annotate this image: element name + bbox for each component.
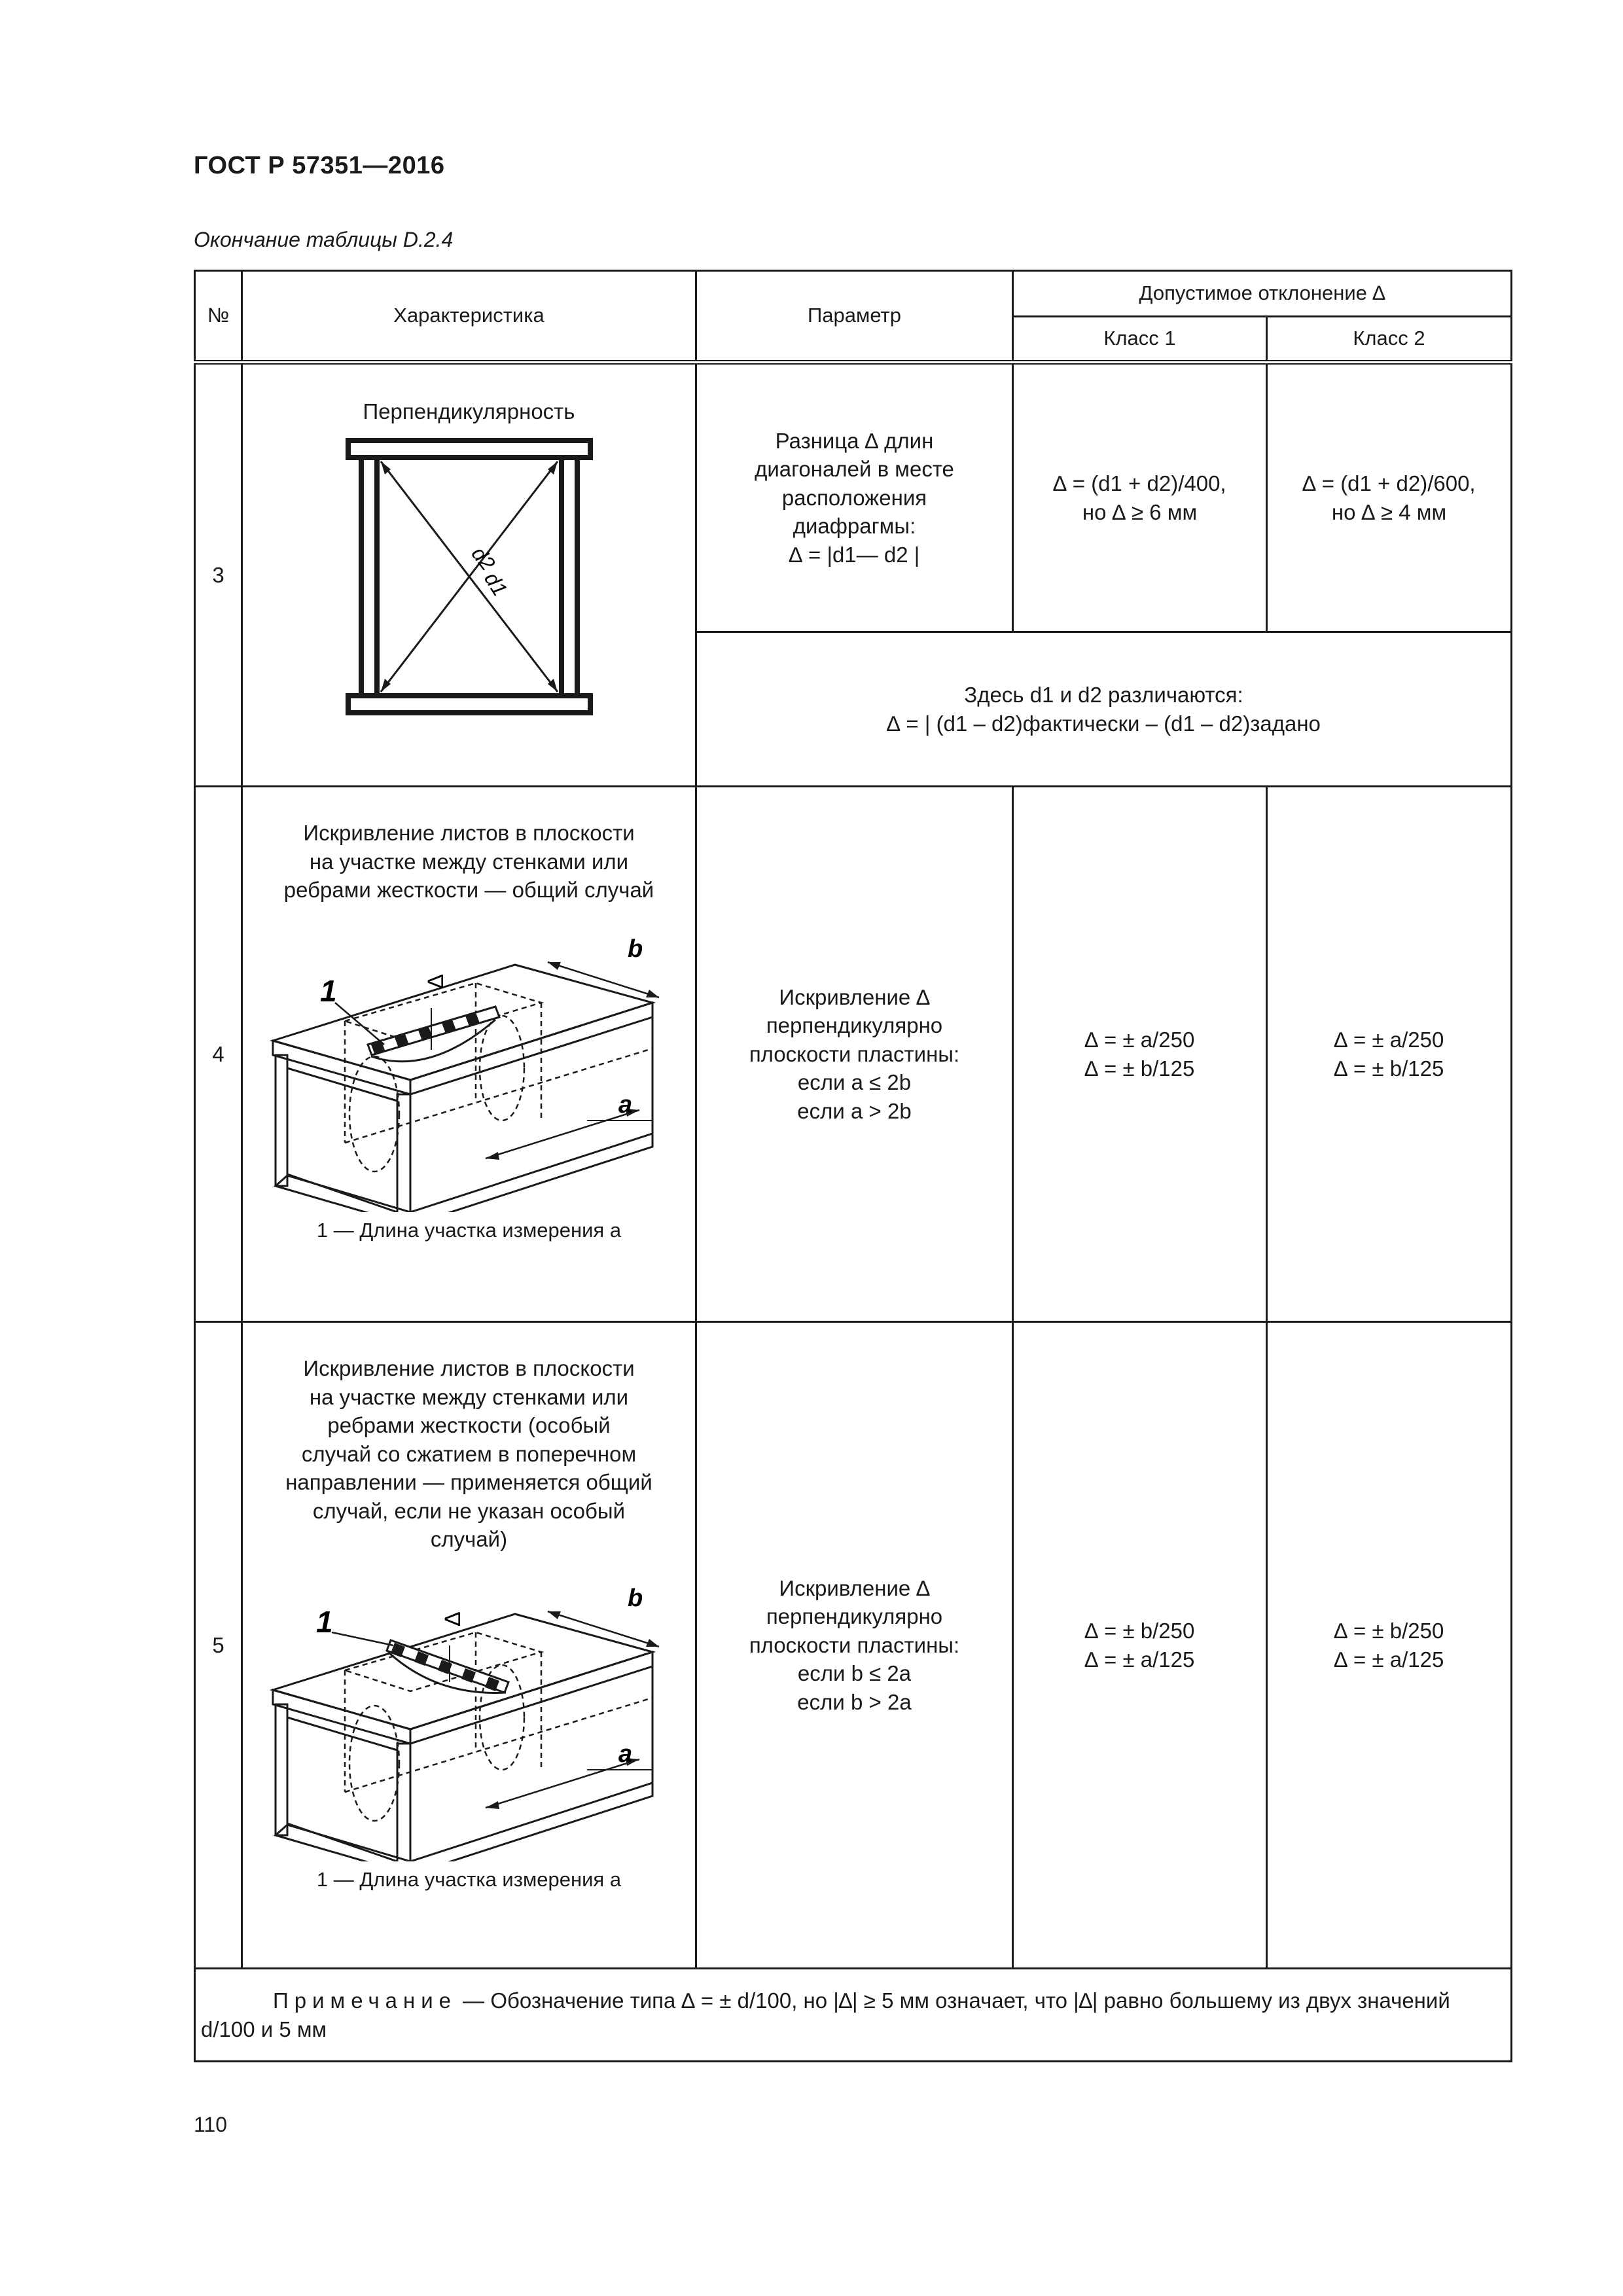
row5-class2: ∆ = ± b/250 ∆ = ± a/125 bbox=[1267, 1322, 1512, 1969]
row3-no: 3 bbox=[195, 363, 242, 787]
measurement-rail bbox=[368, 1007, 499, 1055]
header-class1: Класс 1 bbox=[1013, 317, 1267, 363]
row4-class1: ∆ = ± a/250 ∆ = ± b/125 bbox=[1013, 787, 1267, 1322]
note-label: Примечание bbox=[273, 1988, 457, 2013]
plate-curvature-figure-special bbox=[260, 1554, 679, 1861]
table-caption: Окончание таблицы D.2.4 bbox=[194, 228, 454, 251]
document-header: ГОСТ Р 57351—2016 bbox=[194, 152, 445, 179]
figure5-a-label: a bbox=[618, 1740, 632, 1768]
row4-parameter: Искривление ∆ перпендикулярно плоскости пластины: если a ≤ 2b если a > 2b bbox=[696, 787, 1013, 1322]
row5-parameter: Искривление ∆ перпендикулярно плоскости пластины: если b ≤ 2a если b > 2a bbox=[696, 1322, 1013, 1969]
row5-characteristic: Искривление листов в плоскости на участке между стенками или ребрами жесткости (особый случай со сжатием в поперечном направлении — применяется общий случай, если не указан особый случай) 1 ∆ b a 1 — Длина участка измерения a bbox=[242, 1322, 696, 1969]
d1-label: d1 bbox=[479, 567, 512, 600]
row4-no: 4 bbox=[195, 787, 242, 1322]
row3-parameter: Разница ∆ длин диагоналей в месте расположения диафрагмы: ∆ = |d1— d2 | bbox=[696, 363, 1013, 632]
row5-class1: ∆ = ± b/250 ∆ = ± a/125 bbox=[1013, 1322, 1267, 1969]
d2-label: d2 bbox=[466, 541, 500, 575]
figure4-b-label: b bbox=[627, 935, 643, 963]
figure5-delta: ∆ bbox=[440, 1612, 465, 1626]
header-characteristic: Характеристика bbox=[242, 271, 696, 363]
row3-characteristic-title: Перпендикулярность bbox=[363, 399, 575, 423]
row3-class2: ∆ = (d1 + d2)/600, но ∆ ≥ 4 мм bbox=[1267, 363, 1512, 632]
figure4-delta: ∆ bbox=[423, 974, 448, 988]
figure5-label-1: 1 bbox=[315, 1604, 333, 1639]
row4-characteristic: Искривление листов в плоскости на участке между стенками или ребрами жесткости — общий случай 1 ∆ b a 1 — Длина участка измерения a bbox=[242, 787, 696, 1322]
row3-characteristic bbox=[242, 363, 696, 787]
figure5-b-label: b bbox=[627, 1584, 643, 1612]
table-note bbox=[195, 1969, 1512, 2062]
note-text: — Обозначение типа ∆ = ± d/100, но |∆| ≥ 5 мм означает, что |∆| равно большему из двух значений d/100 и 5 мм bbox=[201, 1988, 1450, 2041]
row3-extra: Здесь d1 и d2 различаются: ∆ = | (d1 – d2)фактически – (d1 – d2)задано bbox=[696, 632, 1512, 787]
plate-curvature-figure-general bbox=[260, 905, 679, 1212]
row5-figure-caption: 1 — Длина участка измерения a bbox=[316, 1867, 622, 1891]
page-number: 110 bbox=[194, 2113, 228, 2136]
row5-no: 5 bbox=[195, 1322, 242, 1969]
row4-figure-caption: 1 — Длина участка измерения a bbox=[316, 1218, 622, 1242]
row3-class1: ∆ = (d1 + d2)/400, но ∆ ≥ 6 мм bbox=[1013, 363, 1267, 632]
header-parameter: Параметр bbox=[696, 271, 1013, 363]
deviation-table bbox=[194, 270, 1512, 2062]
header-class2: Класс 2 bbox=[1267, 317, 1512, 363]
figure4-a-label: a bbox=[618, 1090, 632, 1119]
header-no: № bbox=[195, 271, 242, 363]
figure4-label-1: 1 bbox=[319, 973, 337, 1008]
header-deviation: Допустимое отклонение ∆ bbox=[1013, 271, 1512, 317]
row4-class2: ∆ = ± a/250 ∆ = ± b/125 bbox=[1267, 787, 1512, 1322]
perpendicularity-figure bbox=[325, 426, 613, 727]
